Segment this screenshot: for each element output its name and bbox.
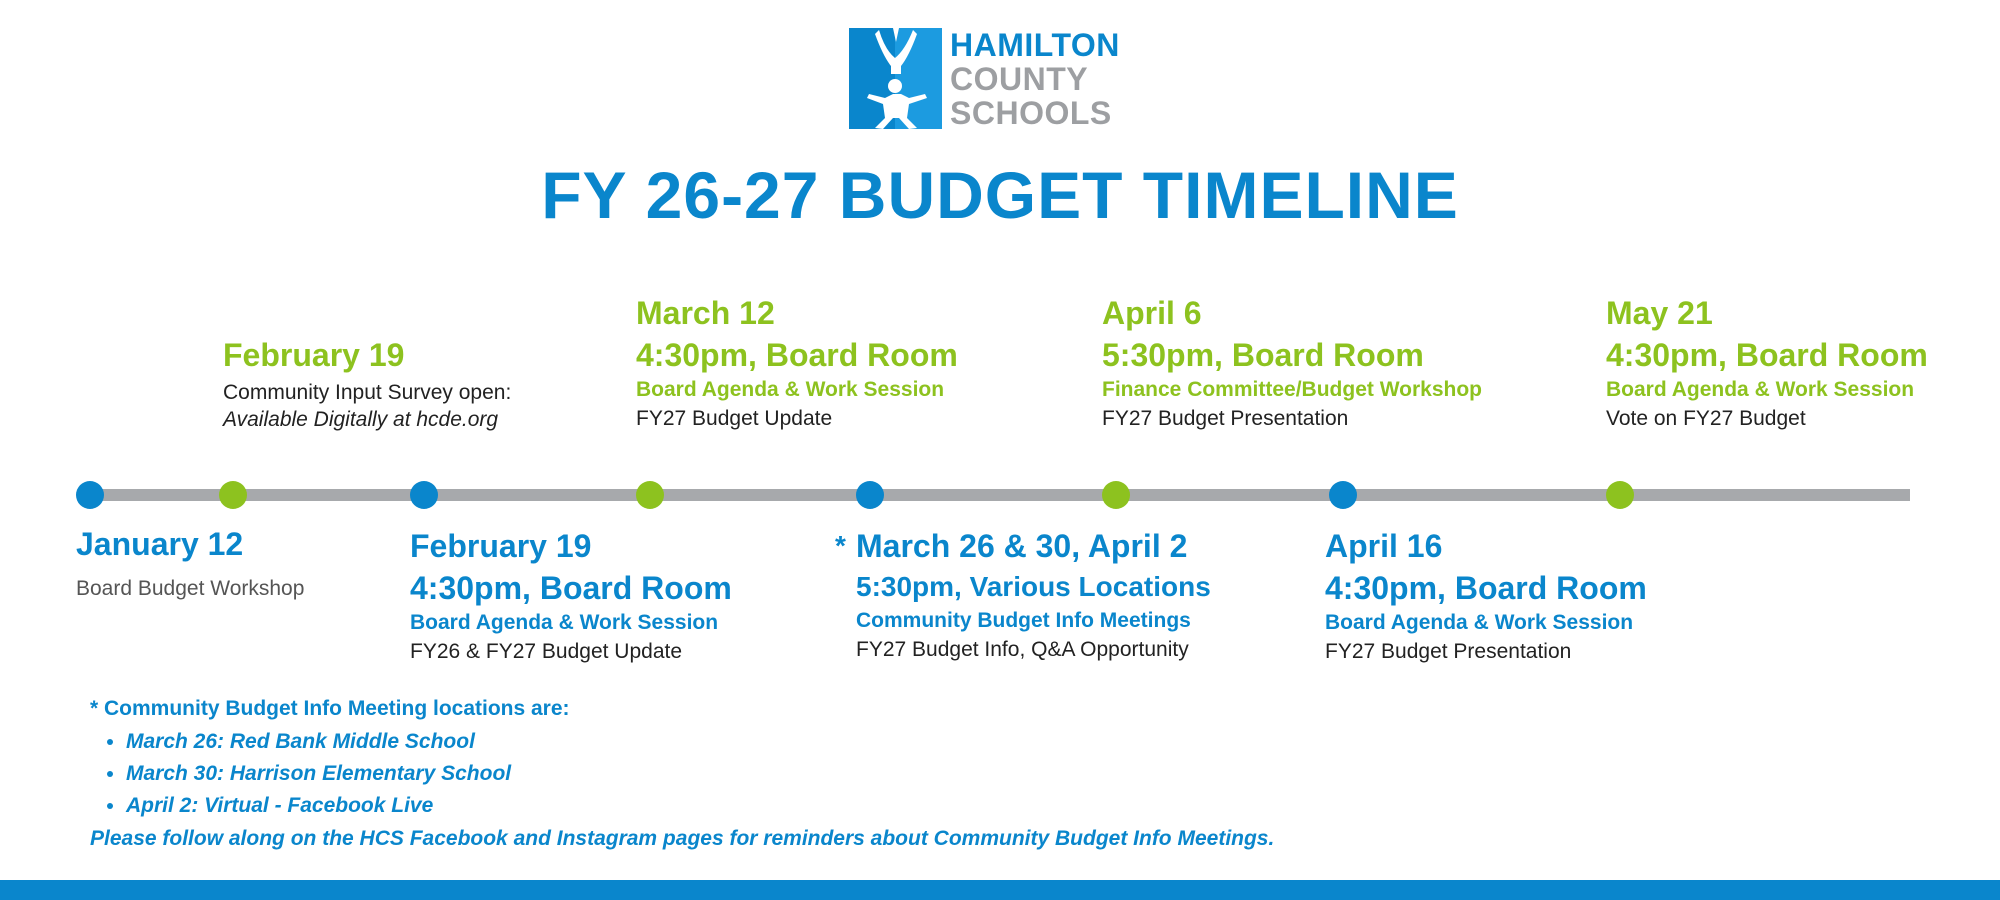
bottom-event-feb19 bbox=[410, 525, 732, 667]
event-desc: FY27 Budget Presentation bbox=[1325, 640, 1572, 663]
logo-word-schools: SCHOOLS bbox=[950, 95, 1112, 131]
event-time: 4:30pm, Board Room bbox=[636, 337, 958, 373]
hamilton-county-schools-logo bbox=[849, 28, 1149, 130]
timeline-dot-may21 bbox=[1606, 481, 1634, 509]
logo-mark-icon bbox=[849, 28, 942, 129]
timeline-dot-mar26 bbox=[856, 481, 884, 509]
event-date: April 6 bbox=[1102, 295, 1202, 331]
event-date: May 21 bbox=[1606, 295, 1713, 331]
event-desc: FY27 Budget Info, Q&A Opportunity bbox=[856, 638, 1189, 661]
timeline-dot-apr16 bbox=[1329, 481, 1357, 509]
event-desc: Board Budget Workshop bbox=[76, 577, 305, 600]
timeline-dot-feb19-board bbox=[410, 481, 438, 509]
event-date: March 26 & 30, April 2 bbox=[856, 528, 1188, 564]
timeline-dot-jan12 bbox=[76, 481, 104, 509]
logo-word-county: COUNTY bbox=[950, 61, 1089, 97]
page-title: FY 26-27 BUDGET TIMELINE bbox=[541, 158, 1459, 232]
event-session: Board Agenda & Work Session bbox=[636, 378, 945, 401]
event-desc: FY26 & FY27 Budget Update bbox=[410, 640, 683, 663]
event-session: Community Budget Info Meetings bbox=[856, 609, 1191, 632]
follow-note: Please follow along on the HCS Facebook and Instagram pages for reminders about Community Budget Info Meetings. bbox=[90, 827, 1275, 850]
event-date: February 19 bbox=[223, 337, 405, 373]
timeline-dot-mar12 bbox=[636, 481, 664, 509]
top-event-mar12 bbox=[636, 292, 958, 434]
event-session: Finance Committee/Budget Workshop bbox=[1102, 378, 1482, 401]
event-session: Board Agenda & Work Session bbox=[410, 611, 719, 634]
event-desc-italic: Available Digitally at hcde.org bbox=[223, 408, 499, 431]
meeting-locations-notes bbox=[90, 694, 1790, 854]
list-item: • March 30: Harrison Elementary School bbox=[126, 758, 1790, 790]
event-desc: Vote on FY27 Budget bbox=[1606, 407, 1806, 430]
logo-word-hamilton: HAMILTON bbox=[950, 27, 1120, 63]
event-time: 4:30pm, Board Room bbox=[1606, 337, 1928, 373]
event-desc: Community Input Survey open: bbox=[223, 381, 512, 404]
locations-list bbox=[90, 726, 1790, 822]
event-session: Board Agenda & Work Session bbox=[1606, 378, 1915, 401]
event-desc: FY27 Budget Presentation bbox=[1102, 407, 1349, 430]
list-item: • April 2: Virtual - Facebook Live bbox=[126, 790, 1790, 822]
event-time: 5:30pm, Various Locations bbox=[856, 571, 1211, 602]
asterisk-marker: * bbox=[835, 530, 846, 561]
event-time: 4:30pm, Board Room bbox=[1325, 570, 1647, 606]
event-session: Board Agenda & Work Session bbox=[1325, 611, 1634, 634]
notes-heading: * Community Budget Info Meeting locations are: bbox=[90, 697, 570, 720]
bottom-event-apr16 bbox=[1325, 525, 1647, 667]
top-event-feb19 bbox=[223, 335, 511, 433]
event-time: 5:30pm, Board Room bbox=[1102, 337, 1424, 373]
bottom-event-mar26 bbox=[856, 525, 1211, 665]
bottom-event-jan12 bbox=[76, 524, 304, 604]
event-time: 4:30pm, Board Room bbox=[410, 570, 732, 606]
event-date: March 12 bbox=[636, 295, 775, 331]
event-date: April 16 bbox=[1325, 528, 1443, 564]
list-item: • March 26: Red Bank Middle School bbox=[126, 726, 1790, 758]
event-date: February 19 bbox=[410, 528, 592, 564]
event-date: January 12 bbox=[76, 526, 244, 562]
timeline-dot-feb19-survey bbox=[219, 481, 247, 509]
top-event-apr6 bbox=[1102, 292, 1482, 434]
top-event-may21 bbox=[1606, 292, 1928, 434]
bottom-accent-bar bbox=[0, 880, 2000, 900]
event-desc: FY27 Budget Update bbox=[636, 407, 833, 430]
timeline-dot-apr6 bbox=[1102, 481, 1130, 509]
